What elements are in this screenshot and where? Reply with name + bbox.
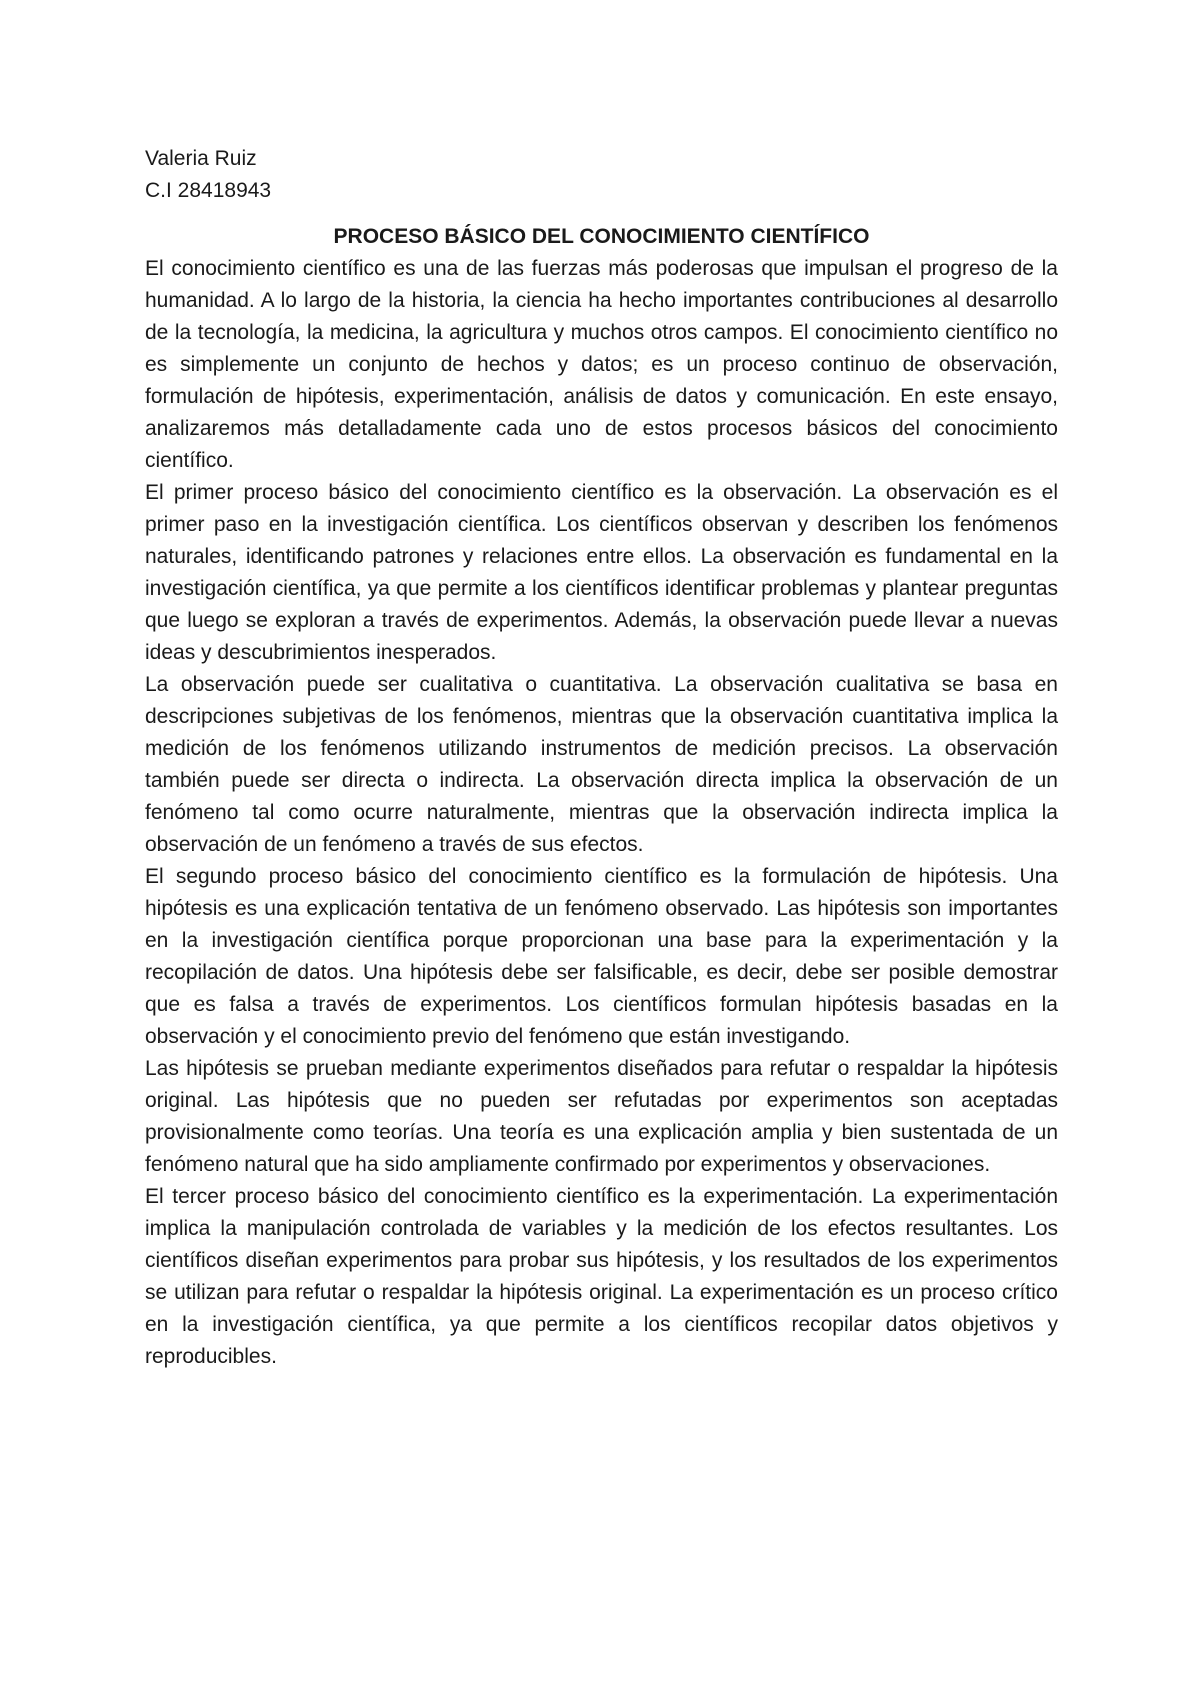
author-id: C.I 28418943 (145, 179, 272, 202)
author-name: Valeria Ruiz (145, 147, 257, 170)
paragraph-experimentation: El tercer proceso básico del conocimiento científico es la experimentación. La experimentación implica la manipulación controlada de variables y la medición de los efectos resultantes. Los científicos diseñan experimentos para probar sus hipótesis, y los resultados de los experimentos se utilizan para refutar o respaldar la hipótesis original. La experimentación es un proceso crítico en la investigación científica, ya que permite a los científicos recopilar datos objetivos y reproducibles. (145, 1185, 1058, 1368)
paragraph-intro: El conocimiento científico es una de las fuerzas más poderosas que impulsan el progreso de la humanidad. A lo largo de la historia, la ciencia ha hecho importantes contribuciones al desarrollo de la tecnología, la medicina, la agricultura y muchos otros campos. El conocimiento científico no es simplemente un conjunto de hechos y datos; es un proceso continuo de observación, formulación de hipótesis, experimentación, análisis de datos y comunicación. En este ensayo, analizaremos más detalladamente cada uno de estos procesos básicos del conocimiento científico. (145, 257, 1058, 472)
document-page (145, 143, 1058, 1373)
document-title: PROCESO BÁSICO DEL CONOCIMIENTO CIENTÍFICO (333, 225, 870, 248)
paragraph-observation: El primer proceso básico del conocimiento científico es la observación. La observación es el primer paso en la investigación científica. Los científicos observan y describen los fenómenos naturales, identificando patrones y relaciones entre ellos. La observación es fundamental en la investigación científica, ya que permite a los científicos identificar problemas y plantear preguntas que luego se exploran a través de experimentos. Además, la observación puede llevar a nuevas ideas y descubrimientos inesperados. (145, 481, 1058, 664)
paragraph-observation-types: La observación puede ser cualitativa o cuantitativa. La observación cualitativa se basa en descripciones subjetivas de los fenómenos, mientras que la observación cuantitativa implica la medición de los fenómenos utilizando instrumentos de medición precisos. La observación también puede ser directa o indirecta. La observación directa implica la observación de un fenómeno tal como ocurre naturalmente, mientras que la observación indirecta implica la observación de un fenómeno a través de sus efectos. (145, 673, 1058, 856)
paragraph-hypothesis: El segundo proceso básico del conocimiento científico es la formulación de hipótesis. Una hipótesis es una explicación tentativa de un fenómeno observado. Las hipótesis son importantes en la investigación científica porque proporcionan una base para la experimentación y la recopilación de datos. Una hipótesis debe ser falsificable, es decir, debe ser posible demostrar que es falsa a través de experimentos. Los científicos formulan hipótesis basadas en la observación y el conocimiento previo del fenómeno que están investigando. (145, 865, 1058, 1048)
paragraph-hypothesis-testing: Las hipótesis se prueban mediante experimentos diseñados para refutar o respaldar la hipótesis original. Las hipótesis que no pueden ser refutadas por experimentos son aceptadas provisionalmente como teorías. Una teoría es una explicación amplia y bien sustentada de un fenómeno natural que ha sido ampliamente confirmado por experimentos y observaciones. (145, 1057, 1058, 1176)
